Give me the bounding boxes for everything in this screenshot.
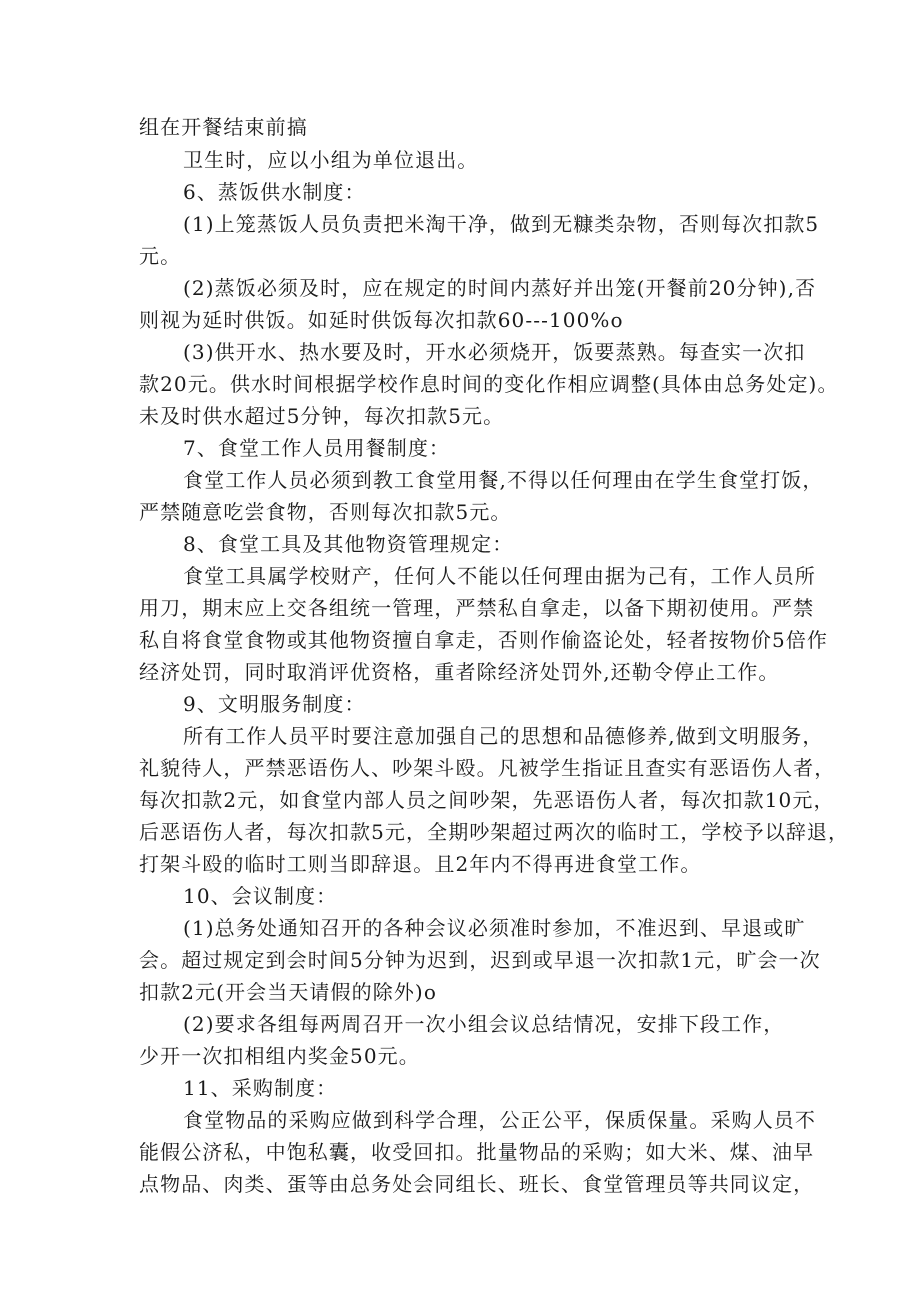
- text-line: 所有工作人员平时要注意加强自己的思想和品德修养,做到文明服务，: [183, 724, 824, 748]
- text-line: 卫生时，应以小组为单位退出。: [183, 148, 479, 172]
- text-line: (3)供开水、热水要及时，开水必须烧开，饭要蒸熟。每查实一次扣: [183, 340, 806, 364]
- text-line: 严禁随意吃尝食物，否则每次扣款5元。: [139, 500, 512, 524]
- text-line: 后恶语伤人者，每次扣款5元，全期吵架超过两次的临时工，学校予以辞退，: [139, 820, 850, 844]
- section-heading: 10、会议制度：: [183, 884, 338, 908]
- text-line: 会。超过规定到会时间5分钟为迟到，迟到或早退一次扣款1元，旷会一次: [139, 948, 821, 972]
- section-heading: 7、食堂工作人员用餐制度：: [183, 436, 451, 460]
- text-line: 私自将食堂食物或其他物资擅自拿走，否则作偷盗论处，轻者按物价5倍作: [139, 628, 829, 652]
- text-line: 则视为延时供饭。如延时供饭每次扣款60---100%o: [139, 308, 624, 332]
- section-heading: 11、采购制度：: [183, 1076, 338, 1100]
- text-line: 每次扣款2元，如食堂内部人员之间吵架，先恶语伤人者，每次扣款10元，: [139, 788, 835, 812]
- section-heading: 8、食堂工具及其他物资管理规定：: [183, 532, 514, 556]
- text-line: (1)上笼蒸饭人员负责把米淘干净，做到无糠类杂物，否则每次扣款5: [183, 212, 820, 236]
- text-line: 食堂工作人员必须到教工食堂用餐,不得以任何理由在学生食堂打饭，: [183, 468, 824, 492]
- text-line: 打架斗殴的临时工则当即辞退。且2年内不得再进食堂工作。: [139, 852, 702, 876]
- section-heading: 6、蒸饭供水制度：: [183, 180, 366, 204]
- text-line: (2)要求各组每两周召开一次小组会议总结情况，安排下段工作，: [183, 1012, 785, 1036]
- section-heading: 9、文明服务制度：: [183, 692, 366, 716]
- text-line: 扣款2元(开会当天请假的除外)o: [139, 980, 437, 1004]
- text-line: 经济处罚，同时取消评优资格，重者除经济处罚外,还勒令停止工作。: [139, 660, 780, 684]
- text-line: (2)蒸饭必须及时，应在规定的时间内蒸好并出笼(开餐前20分钟),否: [183, 276, 817, 300]
- text-line: 食堂物品的采购应做到科学合理，公正公平，保质保量。采购人员不: [183, 1108, 816, 1132]
- text-line: 用刀，期末应上交各组统一管理，严禁私自拿走，以备下期初使用。严禁: [139, 596, 815, 620]
- text-line: (1)总务处通知召开的各种会议必须准时参加，不准迟到、早退或旷: [183, 916, 806, 940]
- text-line: 点物品、肉类、蛋等由总务处会同组长、班长、食堂管理员等共同议定，: [139, 1172, 815, 1196]
- text-line: 礼貌待人，严禁恶语伤人、吵架斗殴。凡被学生指证且查实有恶语伤人者，: [139, 756, 836, 780]
- text-line: 未及时供水超过5分钟，每次扣款5元。: [139, 404, 505, 428]
- text-line: 食堂工具属学校财产，任何人不能以任何理由据为己有，工作人员所: [183, 564, 816, 588]
- text-line: 少开一次扣相组内奖金50元。: [139, 1044, 420, 1068]
- text-line: 能假公济私，中饱私囊，收受回扣。批量物品的采购；如大米、煤、油早: [139, 1140, 815, 1164]
- text-line: 款20元。供水时间根据学校作息时间的变化作相应调整(具体由总务处定)。: [139, 372, 839, 396]
- text-line: 组在开餐结束前搞: [139, 115, 308, 139]
- text-line: 元。: [139, 244, 182, 268]
